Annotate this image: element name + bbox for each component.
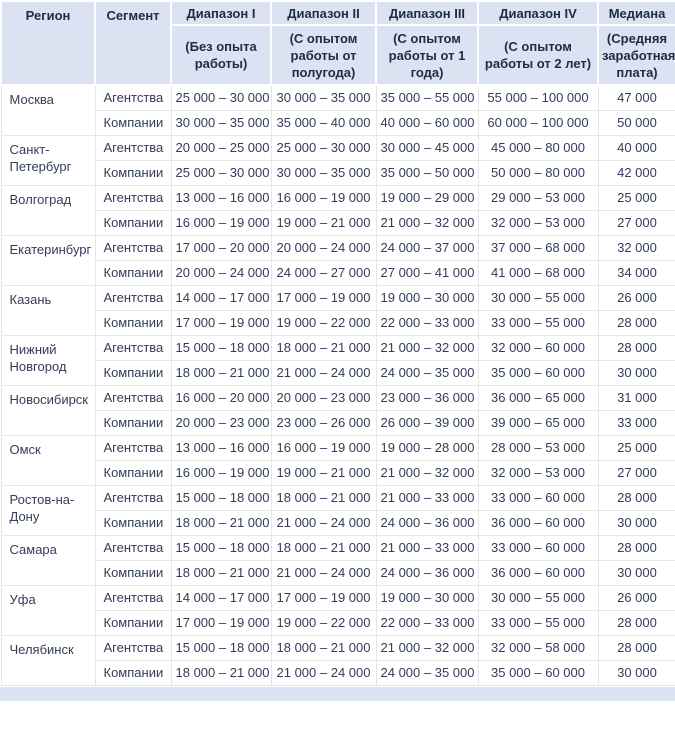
table-row [1, 510, 675, 535]
salary-range-cell: 22 000 – 33 000 [376, 310, 478, 335]
salary-range-cell: 16 000 – 20 000 [171, 385, 271, 410]
salary-range-cell: 26 000 – 39 000 [376, 410, 478, 435]
salary-range-cell: 20 000 – 23 000 [271, 385, 376, 410]
table-row [1, 135, 675, 160]
segment-cell: Агентства [95, 435, 171, 460]
median-value-cell: 27 000 [598, 460, 675, 485]
salary-range-cell: 33 000 – 60 000 [478, 485, 598, 510]
table-row [1, 485, 675, 510]
region-cell: Нижний Новгород [1, 335, 95, 385]
salary-range-cell: 16 000 – 19 000 [171, 210, 271, 235]
median-value-cell: 40 000 [598, 135, 675, 160]
header-row-main [1, 1, 675, 25]
median-value-cell: 26 000 [598, 285, 675, 310]
salary-range-cell: 30 000 – 55 000 [478, 585, 598, 610]
region-cell: Самара [1, 535, 95, 585]
salary-range-cell: 15 000 – 18 000 [171, 635, 271, 660]
region-cell: Уфа [1, 585, 95, 635]
salary-range-cell: 55 000 – 100 000 [478, 85, 598, 110]
salary-range-cell: 21 000 – 24 000 [271, 660, 376, 685]
segment-cell: Агентства [95, 285, 171, 310]
table-row [1, 85, 675, 110]
segment-cell: Компании [95, 410, 171, 435]
segment-cell: Агентства [95, 135, 171, 160]
table-body [1, 85, 675, 685]
table-row [1, 435, 675, 460]
median-value-cell: 33 000 [598, 410, 675, 435]
salary-range-cell: 17 000 – 20 000 [171, 235, 271, 260]
median-value-cell: 34 000 [598, 260, 675, 285]
median-value-cell: 31 000 [598, 385, 675, 410]
median-value-cell: 26 000 [598, 585, 675, 610]
segment-cell: Агентства [95, 235, 171, 260]
salary-range-cell: 24 000 – 37 000 [376, 235, 478, 260]
salary-range-cell: 21 000 – 33 000 [376, 535, 478, 560]
median-value-cell: 25 000 [598, 435, 675, 460]
median-value-cell: 28 000 [598, 485, 675, 510]
salary-range-cell: 23 000 – 26 000 [271, 410, 376, 435]
salary-range-cell: 30 000 – 35 000 [271, 85, 376, 110]
salary-range-cell: 35 000 – 40 000 [271, 110, 376, 135]
table-header [1, 1, 675, 85]
table-row [1, 610, 675, 635]
segment-cell: Компании [95, 660, 171, 685]
segment-cell: Компании [95, 110, 171, 135]
segment-cell: Компании [95, 160, 171, 185]
salary-range-cell: 19 000 – 21 000 [271, 460, 376, 485]
salary-range-cell: 32 000 – 58 000 [478, 635, 598, 660]
salary-range-cell: 33 000 – 55 000 [478, 310, 598, 335]
salary-range-cell: 17 000 – 19 000 [171, 610, 271, 635]
salary-range-cell: 41 000 – 68 000 [478, 260, 598, 285]
region-cell: Санкт-Петербург [1, 135, 95, 185]
median-value-cell: 42 000 [598, 160, 675, 185]
salary-range-cell: 24 000 – 36 000 [376, 510, 478, 535]
table-row [1, 185, 675, 210]
salary-range-cell: 14 000 – 17 000 [171, 285, 271, 310]
salary-range-cell: 32 000 – 60 000 [478, 335, 598, 360]
salary-range-cell: 18 000 – 21 000 [271, 535, 376, 560]
segment-cell: Агентства [95, 185, 171, 210]
salary-range-cell: 19 000 – 22 000 [271, 310, 376, 335]
salary-range-cell: 36 000 – 60 000 [478, 510, 598, 535]
salary-range-cell: 33 000 – 60 000 [478, 535, 598, 560]
table-row [1, 235, 675, 260]
col-header-range-3: Диапазон III [376, 1, 478, 25]
salary-range-cell: 21 000 – 32 000 [376, 210, 478, 235]
table-row [1, 635, 675, 660]
segment-cell: Компании [95, 310, 171, 335]
salary-range-cell: 24 000 – 35 000 [376, 660, 478, 685]
median-value-cell: 28 000 [598, 335, 675, 360]
segment-cell: Агентства [95, 335, 171, 360]
region-cell: Омск [1, 435, 95, 485]
salary-range-cell: 14 000 – 17 000 [171, 585, 271, 610]
salary-range-cell: 25 000 – 30 000 [171, 85, 271, 110]
salary-range-cell: 35 000 – 60 000 [478, 660, 598, 685]
salary-range-cell: 19 000 – 30 000 [376, 585, 478, 610]
salary-range-cell: 13 000 – 16 000 [171, 185, 271, 210]
table-row [1, 210, 675, 235]
salary-range-cell: 39 000 – 65 000 [478, 410, 598, 435]
salary-range-cell: 18 000 – 21 000 [171, 660, 271, 685]
salary-range-cell: 32 000 – 53 000 [478, 210, 598, 235]
salary-range-cell: 17 000 – 19 000 [271, 285, 376, 310]
salary-range-cell: 15 000 – 18 000 [171, 535, 271, 560]
salary-range-cell: 16 000 – 19 000 [171, 460, 271, 485]
table-row [1, 110, 675, 135]
salary-range-cell: 20 000 – 24 000 [171, 260, 271, 285]
salary-range-cell: 21 000 – 24 000 [271, 560, 376, 585]
salary-range-cell: 20 000 – 24 000 [271, 235, 376, 260]
segment-cell: Компании [95, 510, 171, 535]
col-subheader-range-2: (С опытом работы от полугода) [271, 25, 376, 85]
salary-range-cell: 33 000 – 55 000 [478, 610, 598, 635]
segment-cell: Компании [95, 260, 171, 285]
table-row [1, 160, 675, 185]
salary-range-cell: 23 000 – 36 000 [376, 385, 478, 410]
salary-range-cell: 29 000 – 53 000 [478, 185, 598, 210]
salary-range-cell: 24 000 – 36 000 [376, 560, 478, 585]
salary-range-cell: 35 000 – 60 000 [478, 360, 598, 385]
salary-range-cell: 20 000 – 25 000 [171, 135, 271, 160]
salary-range-cell: 24 000 – 35 000 [376, 360, 478, 385]
salary-range-cell: 36 000 – 65 000 [478, 385, 598, 410]
salary-range-cell: 18 000 – 21 000 [271, 485, 376, 510]
segment-cell: Агентства [95, 85, 171, 110]
col-header-range-1: Диапазон I [171, 1, 271, 25]
table-row [1, 260, 675, 285]
salary-range-cell: 30 000 – 35 000 [271, 160, 376, 185]
salary-range-cell: 35 000 – 55 000 [376, 85, 478, 110]
median-value-cell: 28 000 [598, 610, 675, 635]
col-header-region: Регион [1, 1, 95, 85]
salary-range-cell: 15 000 – 18 000 [171, 335, 271, 360]
salary-range-cell: 16 000 – 19 000 [271, 185, 376, 210]
table-row [1, 660, 675, 685]
col-subheader-range-1: (Без опыта работы) [171, 25, 271, 85]
col-header-range-2: Диапазон II [271, 1, 376, 25]
salary-range-cell: 19 000 – 21 000 [271, 210, 376, 235]
table-row [1, 460, 675, 485]
median-value-cell: 25 000 [598, 185, 675, 210]
col-subheader-range-3: (С опытом работы от 1 года) [376, 25, 478, 85]
salary-range-cell: 32 000 – 53 000 [478, 460, 598, 485]
salary-range-cell: 36 000 – 60 000 [478, 560, 598, 585]
table-row [1, 310, 675, 335]
region-cell: Новосибирск [1, 385, 95, 435]
median-value-cell: 30 000 [598, 660, 675, 685]
segment-cell: Компании [95, 360, 171, 385]
salary-range-cell: 60 000 – 100 000 [478, 110, 598, 135]
salary-range-cell: 21 000 – 32 000 [376, 335, 478, 360]
region-cell: Волгоград [1, 185, 95, 235]
salary-range-cell: 22 000 – 33 000 [376, 610, 478, 635]
segment-cell: Агентства [95, 385, 171, 410]
segment-cell: Компании [95, 210, 171, 235]
region-cell: Москва [1, 85, 95, 135]
salary-range-cell: 20 000 – 23 000 [171, 410, 271, 435]
segment-cell: Агентства [95, 535, 171, 560]
salary-range-cell: 17 000 – 19 000 [171, 310, 271, 335]
segment-cell: Компании [95, 560, 171, 585]
col-header-median: Медиана [598, 1, 675, 25]
region-cell: Челябинск [1, 635, 95, 685]
region-cell: Казань [1, 285, 95, 335]
salary-range-cell: 24 000 – 27 000 [271, 260, 376, 285]
salary-range-cell: 21 000 – 32 000 [376, 460, 478, 485]
salary-range-cell: 18 000 – 21 000 [171, 510, 271, 535]
salary-range-cell: 16 000 – 19 000 [271, 435, 376, 460]
salary-range-cell: 19 000 – 30 000 [376, 285, 478, 310]
salary-range-cell: 45 000 – 80 000 [478, 135, 598, 160]
salary-range-cell: 21 000 – 33 000 [376, 485, 478, 510]
table-row [1, 385, 675, 410]
col-subheader-range-4: (С опытом работы от 2 лет) [478, 25, 598, 85]
region-cell: Ростов-на-Дону [1, 485, 95, 535]
col-header-segment: Сегмент [95, 1, 171, 85]
salary-range-cell: 21 000 – 24 000 [271, 360, 376, 385]
salary-range-cell: 50 000 – 80 000 [478, 160, 598, 185]
salary-range-cell: 18 000 – 21 000 [271, 335, 376, 360]
segment-cell: Компании [95, 460, 171, 485]
salary-range-cell: 19 000 – 28 000 [376, 435, 478, 460]
table-row [1, 410, 675, 435]
footer-strip [0, 687, 675, 701]
salary-range-cell: 18 000 – 21 000 [271, 635, 376, 660]
salary-range-cell: 19 000 – 22 000 [271, 610, 376, 635]
salary-range-cell: 19 000 – 29 000 [376, 185, 478, 210]
table-row [1, 560, 675, 585]
salary-range-cell: 21 000 – 32 000 [376, 635, 478, 660]
salary-range-cell: 35 000 – 50 000 [376, 160, 478, 185]
salary-range-cell: 15 000 – 18 000 [171, 485, 271, 510]
salary-range-cell: 37 000 – 68 000 [478, 235, 598, 260]
median-value-cell: 27 000 [598, 210, 675, 235]
table-row [1, 585, 675, 610]
salary-range-cell: 17 000 – 19 000 [271, 585, 376, 610]
median-value-cell: 30 000 [598, 510, 675, 535]
segment-cell: Компании [95, 610, 171, 635]
median-value-cell: 28 000 [598, 535, 675, 560]
median-value-cell: 47 000 [598, 85, 675, 110]
table-row [1, 535, 675, 560]
salary-range-cell: 25 000 – 30 000 [271, 135, 376, 160]
segment-cell: Агентства [95, 585, 171, 610]
median-value-cell: 28 000 [598, 310, 675, 335]
salary-range-cell: 30 000 – 45 000 [376, 135, 478, 160]
median-value-cell: 30 000 [598, 360, 675, 385]
salary-range-cell: 25 000 – 30 000 [171, 160, 271, 185]
table-row [1, 360, 675, 385]
col-subheader-median: (Средняя заработная плата) [598, 25, 675, 85]
median-value-cell: 30 000 [598, 560, 675, 585]
table-row [1, 285, 675, 310]
salary-range-cell: 40 000 – 60 000 [376, 110, 478, 135]
salary-range-cell: 21 000 – 24 000 [271, 510, 376, 535]
salary-range-cell: 27 000 – 41 000 [376, 260, 478, 285]
salary-range-cell: 18 000 – 21 000 [171, 560, 271, 585]
salary-range-cell: 30 000 – 35 000 [171, 110, 271, 135]
segment-cell: Агентства [95, 485, 171, 510]
salary-range-cell: 30 000 – 55 000 [478, 285, 598, 310]
salary-range-cell: 13 000 – 16 000 [171, 435, 271, 460]
table-row [1, 335, 675, 360]
col-header-range-4: Диапазон IV [478, 1, 598, 25]
region-cell: Екатеринбург [1, 235, 95, 285]
median-value-cell: 50 000 [598, 110, 675, 135]
salary-range-cell: 18 000 – 21 000 [171, 360, 271, 385]
salary-range-cell: 28 000 – 53 000 [478, 435, 598, 460]
median-value-cell: 28 000 [598, 635, 675, 660]
median-value-cell: 32 000 [598, 235, 675, 260]
segment-cell: Агентства [95, 635, 171, 660]
